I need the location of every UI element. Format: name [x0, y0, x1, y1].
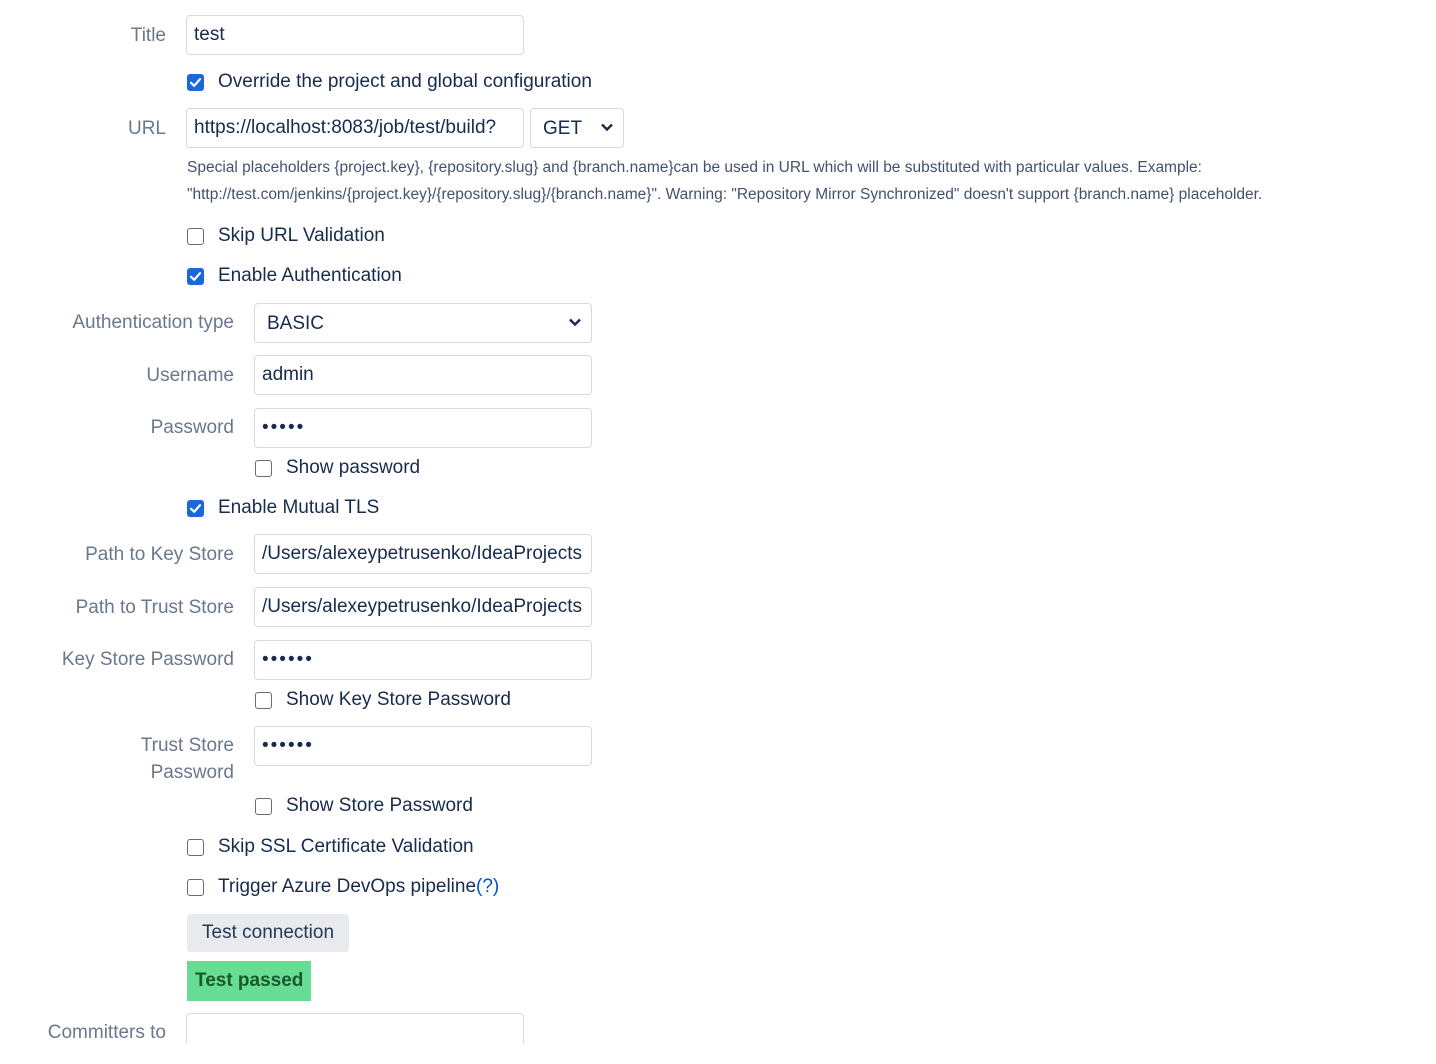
- url-help-line1: Special placeholders {project.key}, {repository.slug} and {branch.name}can be used in URL which will be substituted with particular values. Example:: [187, 159, 1202, 176]
- override-row: [187, 68, 592, 96]
- check-icon: [189, 270, 202, 283]
- show-password-checkbox[interactable]: [255, 460, 272, 477]
- test-connection-button[interactable]: Test connection: [187, 914, 349, 952]
- password-input[interactable]: •••••: [254, 408, 592, 448]
- method-select[interactable]: [530, 108, 624, 148]
- show-key-store-password-row: [255, 686, 511, 714]
- trust-store-path-input[interactable]: /Users/alexeypetrusenko/IdeaProjects: [254, 587, 592, 627]
- username-input[interactable]: admin: [254, 355, 592, 395]
- show-store-password-checkbox[interactable]: [255, 798, 272, 815]
- trust-store-password-input[interactable]: ••••••: [254, 726, 592, 766]
- show-key-store-password-checkbox[interactable]: [255, 692, 272, 709]
- key-store-password-input[interactable]: ••••••: [254, 640, 592, 680]
- trust-store-path-label: Path to Trust Store: [75, 597, 234, 618]
- url-input[interactable]: https://localhost:8083/job/test/build?: [186, 108, 524, 148]
- password-label: Password: [150, 417, 234, 438]
- skip-ssl-label: Skip SSL Certificate Validation: [218, 836, 474, 857]
- title-input[interactable]: test: [186, 15, 524, 55]
- auth-type-value: BASIC: [267, 313, 325, 334]
- azure-help-link[interactable]: (?): [476, 876, 500, 897]
- key-store-path-label: Path to Key Store: [85, 544, 234, 565]
- enable-auth-checkbox[interactable]: [187, 268, 204, 285]
- show-store-password-row: [255, 792, 473, 820]
- enable-auth-row: [187, 262, 402, 290]
- mutual-tls-row: [187, 494, 379, 522]
- chevron-down-icon: [568, 315, 582, 329]
- skip-url-validation-label: Skip URL Validation: [218, 225, 385, 246]
- skip-ssl-checkbox[interactable]: [187, 839, 204, 856]
- skip-url-validation-checkbox[interactable]: [187, 228, 204, 245]
- trust-store-password-label-line2: Password: [150, 762, 234, 783]
- check-icon: [189, 502, 202, 515]
- enable-auth-label: Enable Authentication: [218, 265, 402, 286]
- key-store-password-label: Key Store Password: [61, 649, 234, 670]
- chevron-down-icon: [600, 120, 614, 134]
- show-password-label: Show password: [286, 457, 421, 478]
- title-label: Title: [130, 25, 166, 46]
- committers-input[interactable]: [186, 1013, 524, 1043]
- url-label: URL: [127, 118, 166, 139]
- skip-url-validation-row: [187, 222, 385, 250]
- mutual-tls-label: Enable Mutual TLS: [218, 497, 380, 518]
- show-store-password-label: Show Store Password: [286, 795, 473, 816]
- show-key-store-password-label: Show Key Store Password: [286, 689, 511, 710]
- auth-type-label: Authentication type: [72, 312, 234, 333]
- azure-checkbox[interactable]: [187, 879, 204, 896]
- username-label: Username: [146, 365, 234, 386]
- trust-store-password-label-line1: Trust Store: [140, 735, 234, 756]
- auth-type-select[interactable]: [254, 303, 592, 343]
- url-help-line2: "http://test.com/jenkins/{project.key}/{repository.slug}/{branch.name}". Warning: "Repository Mirror Synchronized" doesn't support {branch.name} placeholder.: [187, 186, 1263, 203]
- skip-ssl-row: [187, 833, 474, 861]
- azure-label: Trigger Azure DevOps pipeline: [218, 876, 477, 897]
- show-password-row: [255, 454, 420, 482]
- check-icon: [189, 76, 202, 89]
- method-value: GET: [543, 118, 583, 139]
- override-checkbox[interactable]: [187, 74, 204, 91]
- key-store-path-input[interactable]: /Users/alexeypetrusenko/IdeaProjects: [254, 534, 592, 574]
- mutual-tls-checkbox[interactable]: [187, 500, 204, 517]
- test-status-badge: Test passed: [187, 961, 311, 1001]
- override-label: Override the project and global configuration: [218, 71, 592, 92]
- committers-label: Committers to: [47, 1022, 166, 1043]
- azure-row: [187, 873, 499, 901]
